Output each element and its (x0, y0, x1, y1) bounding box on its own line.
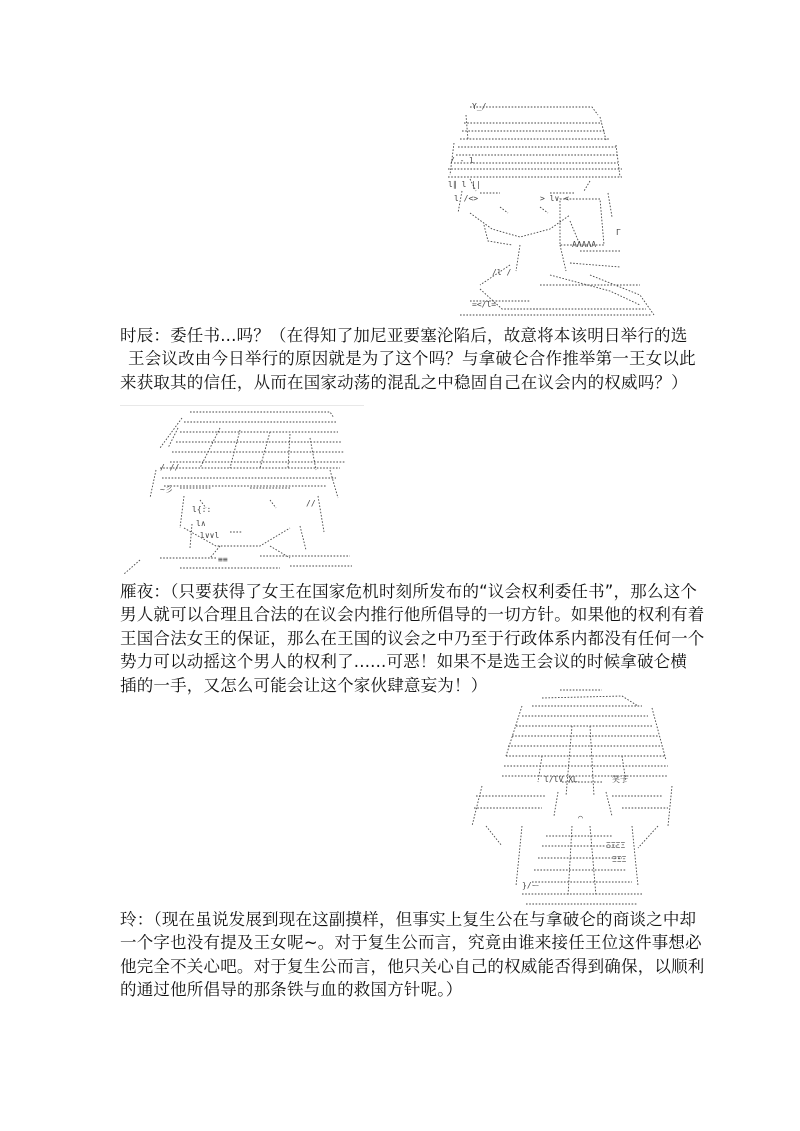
dialogue-line: 一个字也没有提及王女呢~。对于复生公而言，究竟由谁来接任王位这件事想必 (120, 933, 702, 953)
dialogue-line: 的通过他所倡导的那条铁与血的救国方针呢。） (120, 980, 463, 1000)
dialogue-line: 男人就可以合理且合法的在议会内推行他所倡导的一切方针。如果他的权利有着 (120, 605, 705, 625)
svg-text:l∥ l ||: l∥ l || (448, 180, 481, 189)
svg-text://: // (306, 499, 316, 508)
svg-text:笑子: 笑子 (612, 775, 628, 784)
svg-text:}/ー: }/ー (522, 881, 540, 890)
svg-text:/l /: /l / (492, 268, 512, 277)
dialogue-line: 时辰：委任书...吗？（在得知了加尼亚要塞沦陷后，故意将本该明日举行的选 (120, 326, 688, 345)
dialogue-line: 插的一手，又怎么可能会让这个家伙肆意妄为！） (120, 675, 488, 695)
svg-text:Γ: Γ (616, 228, 621, 237)
dialogue-line: 玲：（现在虽说发展到现在这副摸样，但事实上复生公在与拿破仑的商谈之中却 (120, 910, 697, 929)
dialogue-shichen (120, 324, 696, 394)
dialogue-line: 势力可以动摇这个男人的权利了......可恶！如果不是选王会议的时候拿破仑横 (120, 652, 688, 672)
svg-text:ΞΞΞΞ: ΞΞΞΞ (606, 841, 626, 850)
svg-text:⌒: ⌒ (578, 813, 583, 822)
svg-text:/ //: / // (160, 463, 180, 472)
svg-text:l{::: l{:: (192, 505, 212, 514)
svg-text:~彡: ~彡 (160, 485, 173, 494)
svg-text:/ ‐ l: / ‐ l (450, 156, 475, 165)
svg-text:Y_/: Y_/ (472, 102, 487, 111)
svg-text:l /<>: l /<> (454, 194, 479, 203)
svg-text:ΞΞΞ: ΞΞΞ (612, 855, 627, 864)
ascii-art-shichen (440, 95, 662, 320)
dialogue-line: 雁夜：（只要获得了女王在国家危机时刻所发布的“议会权利委任书”，那么这个 (120, 582, 698, 601)
dialogue-ling (120, 908, 705, 1002)
ascii-art-yanye (120, 408, 352, 576)
dialogue-yanye (120, 580, 705, 697)
section-divider (120, 405, 364, 406)
dialogue-line: 王会议改由今日举行的原因就是为了这个吗？与拿破仑合作推举第一王女以此 (128, 349, 696, 369)
svg-text:l/lV XL: l/lV XL (544, 775, 578, 784)
svg-text:=</l=: =</l= (472, 300, 497, 309)
svg-text:≡≡: ≡≡ (218, 555, 228, 564)
svg-text:l∨∨l: l∨∨l (200, 531, 220, 540)
dialogue-line: 来获取其的信任，从而在国家动荡的混乱之中稳固自己在议会内的权威吗？） (120, 372, 688, 392)
svg-text:l∧: l∧ (196, 519, 206, 528)
svg-text:> l∨ <: > l∨ < (540, 194, 569, 203)
dialogue-line: 王国合法女王的保证，那么在王国的议会之中乃至于行政体系内都没有任何一个 (120, 628, 705, 648)
ascii-art-ling (462, 686, 676, 908)
dialogue-line: 他完全不关心吧。对于复生公而言，他只关心自己的权威能否得到确保，以顺利 (120, 956, 705, 976)
svg-text:ΛΛΛΛΛ: ΛΛΛΛΛ (572, 240, 597, 249)
